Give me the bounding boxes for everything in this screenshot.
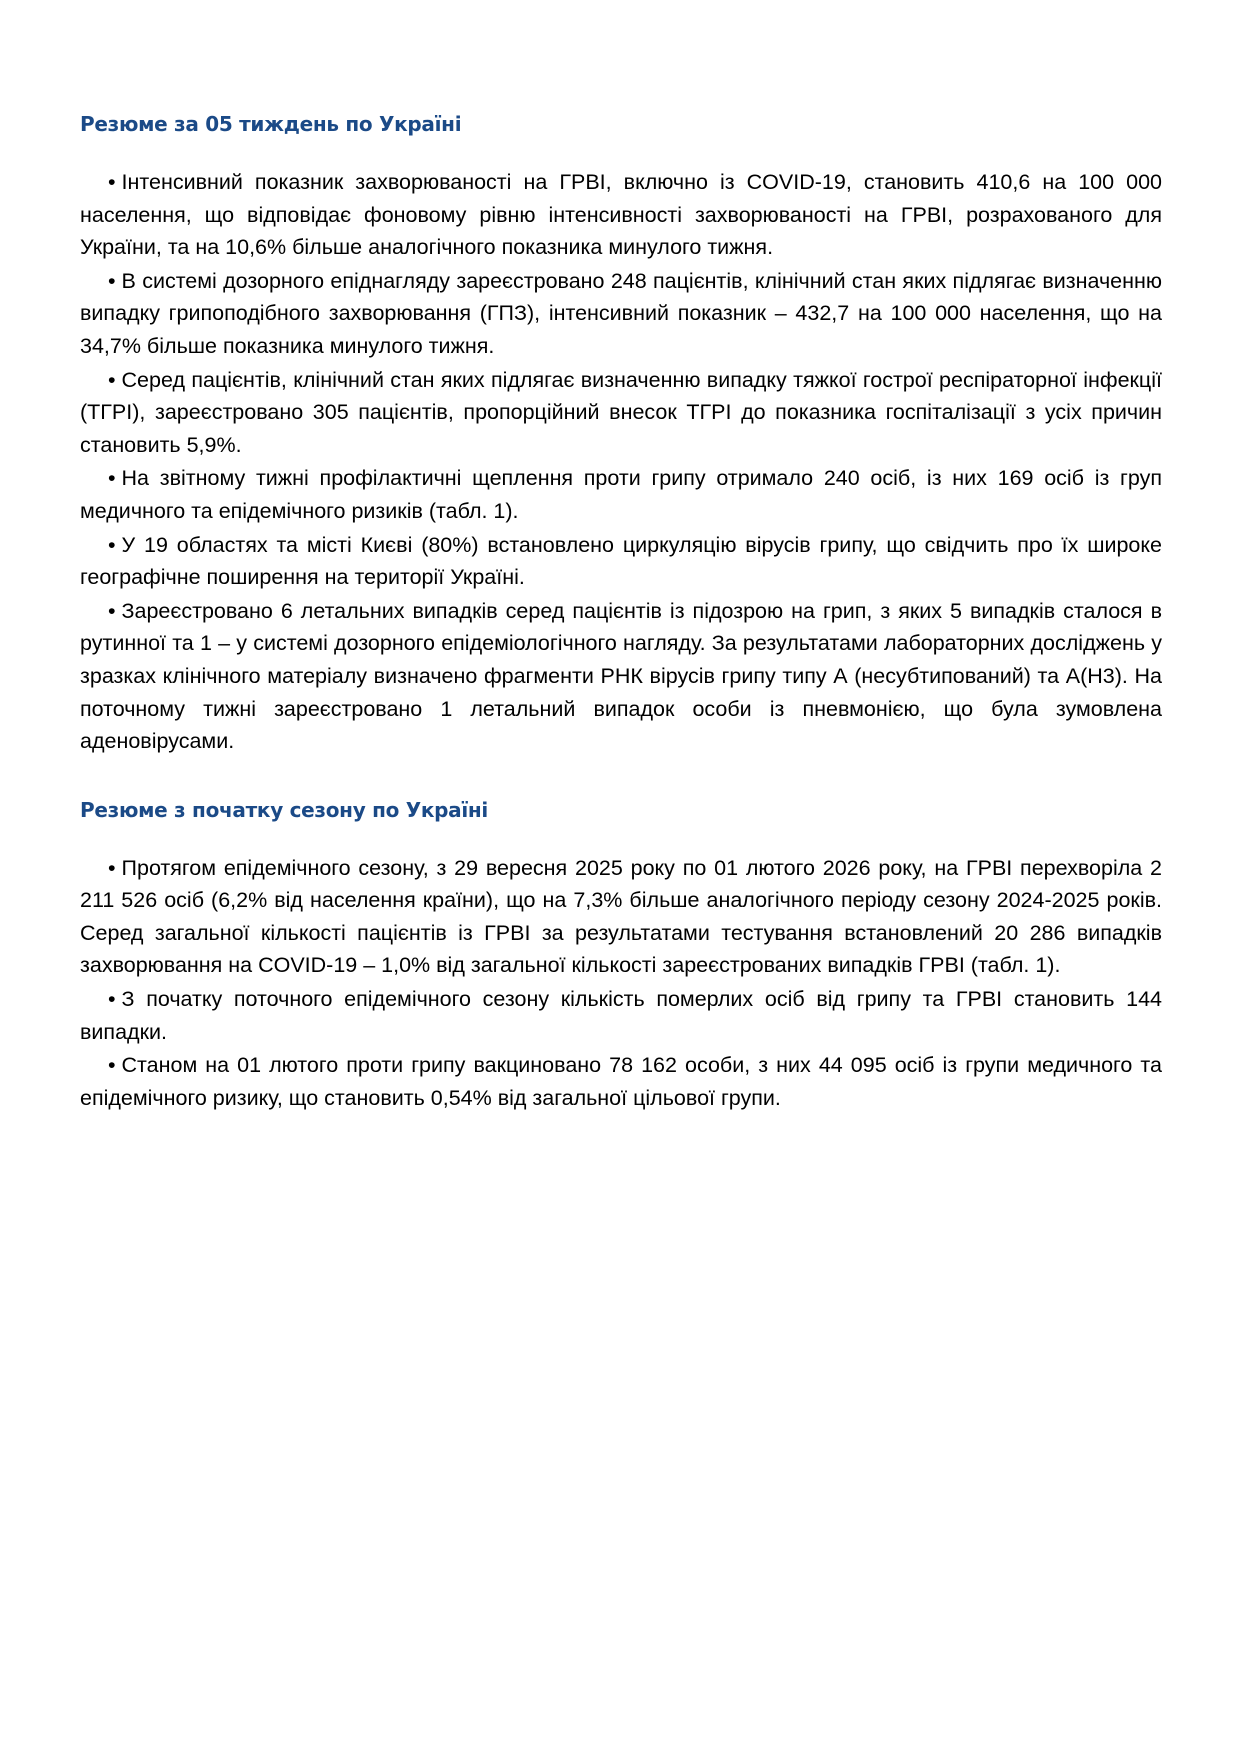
list-item: • Інтенсивний показник захворюваності на ГРВІ, включно із COVID-19, становить 410,6 на 100 000 населення, що відповідає фоновому рівню інтенсивності захворюваності на ГРВІ, розрахованого для України, та на 10,6% більше аналогічного показника минулого тижня. [80, 170, 1162, 260]
bullet-icon: • [108, 1053, 116, 1078]
list-item: • Серед пацієнтів, клінічний стан яких підлягає визначенню випадку тяжкої гострої респіраторної інфекції (ТГРІ), зареєстровано 305 пацієнтів, пропорційний внесок ТГРІ до показника госпіталізації з усіх причин становить 5,9%. [80, 367, 1162, 457]
bullet-icon: • [108, 466, 116, 491]
bullet-icon: • [108, 367, 116, 392]
bullet-icon: • [108, 268, 116, 293]
list-item: • Станом на 01 лютого проти грипу вакциновано 78 162 особи, з них 44 095 осіб із групи медичного та епідемічного ризику, що становить 0,54% від загальної цільової групи. [80, 1053, 1162, 1110]
section-title-season: Резюме з початку сезону по Україні [80, 797, 488, 822]
list-item: • Зареєстровано 6 летальних випадків серед пацієнтів із підозрою на грип, з яких 5 випадків сталося в рутинної та 1 – у системі дозорного епідеміологічного нагляду. За результатами лабораторних досліджень у зразках клінічного матеріалу визначено фрагменти РНК вірусів грипу типу А (несубтипований) та А(Н3). На поточному тижні зареєстровано 1 летальний випадок особи із пневмонією, що була зумовлена аденовірусами. [80, 598, 1162, 754]
week-summary-list [80, 166, 1162, 758]
document-page [80, 108, 1162, 1115]
section-title-week: Резюме за 05 тиждень по Україні [80, 112, 462, 136]
bullet-icon: • [108, 987, 116, 1012]
bullet-icon: • [108, 532, 116, 557]
bullet-icon: • [108, 170, 116, 194]
bullet-icon: • [108, 855, 116, 880]
list-item: • З початку поточного епідемічного сезону кількість померлих осіб від грипу та ГРВІ становить 144 випадки. [80, 987, 1162, 1044]
list-item: • Протягом епідемічного сезону, з 29 вересня 2025 року по 01 лютого 2026 року, на ГРВІ перехворіла 2 211 526 осіб (6,2% від населення країни), що на 7,3% більше аналогічного періоду сезону 2024-2025 років. Серед загальної кількості пацієнтів із ГРВІ за результатами тестування встановлений 20 286 випадків захворювання на COVID-19 – 1,0% від загальної кількості зареєстрованих випадків ГРВІ (табл. 1). [80, 855, 1162, 978]
list-item: • У 19 областях та місті Києві (80%) встановлено циркуляцію вірусів грипу, що свідчить про їх широке географічне поширення на території Україні. [80, 532, 1162, 590]
list-item: • На звітному тижні профілактичні щеплення проти грипу отримало 240 осіб, із них 169 осіб із груп медичного та епідемічного ризиків (табл. 1). [80, 466, 1162, 523]
list-item: • В системі дозорного епіднагляду зареєстровано 248 пацієнтів, клінічний стан яких підлягає визначенню випадку грипоподібного захворювання (ГПЗ), інтенсивний показник – 432,7 на 100 000 населення, що на 34,7% більше показника минулого тижня. [80, 268, 1162, 358]
season-summary-list [80, 852, 1162, 1115]
bullet-icon: • [108, 598, 116, 623]
